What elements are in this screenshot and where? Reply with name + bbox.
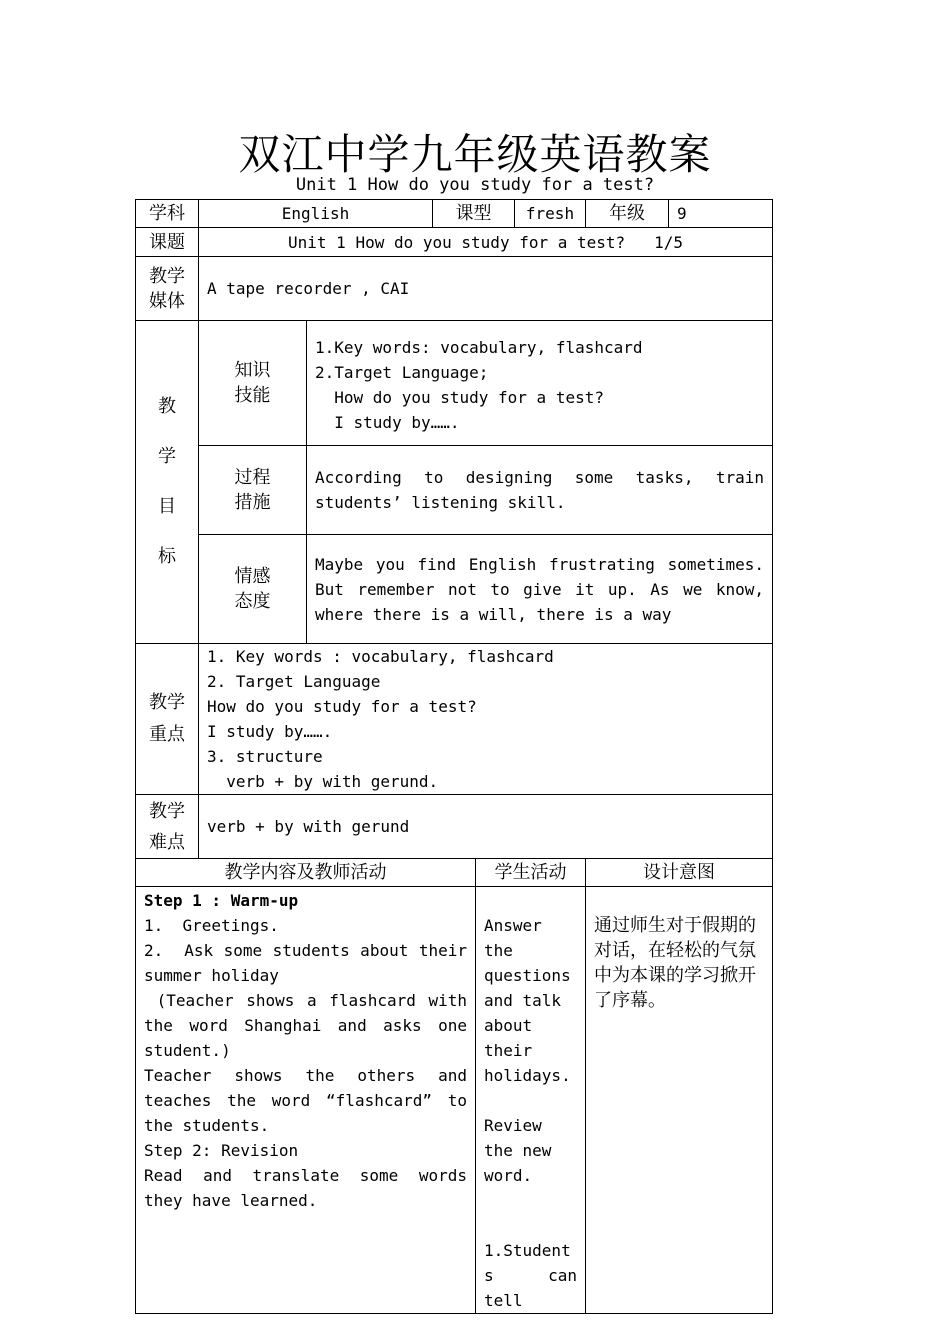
topic-value: Unit 1 How do you study for a test? 1/5: [199, 228, 773, 257]
activity-header-row: [136, 859, 773, 887]
key-points-content: 1. Key words : vocabulary, flashcard 2. Target Language How do you study for a test? I study by……. 3. structure verb + by with gerund.: [199, 644, 773, 795]
grade-value: 9: [669, 200, 773, 228]
step2-heading: Step 2: Revision: [144, 1141, 299, 1160]
header-row: [136, 200, 773, 228]
teacher-activity-content: Step 1 : Warm-up 1. Greetings. 2. Ask some students about their summer holiday (Teacher shows a flashcard with the word Shanghai and asks one student.) Teacher shows the others and teaches the word “flashcard” to the students. Step 2: Revision Read and translate some words they have learned.: [136, 887, 476, 1314]
process-content: According to designing some tasks, train students’ listening skill.: [307, 446, 773, 535]
key-points-label: 教学 重点: [136, 644, 199, 795]
objective-knowledge-row: [136, 321, 773, 446]
emotion-label: 情感 态度: [199, 535, 307, 644]
media-row: [136, 257, 773, 321]
objectives-label: 教 学 目 标: [136, 321, 199, 644]
lesson-plan-table: [135, 199, 773, 1314]
difficulties-label: 教学 难点: [136, 795, 199, 859]
subject-label: 学科: [136, 200, 199, 228]
step1-heading: Step 1 : Warm-up: [144, 891, 299, 910]
student-activity-content: Answer the questions and talk about their holidays. Review the new word. 1.Students can tell: [476, 887, 586, 1314]
document-subtitle: Unit 1 How do you study for a test?: [295, 175, 655, 195]
type-value: fresh: [515, 200, 586, 228]
teacher-activity-header: 教学内容及教师活动: [136, 859, 476, 887]
process-label: 过程 措施: [199, 446, 307, 535]
student-activity-header: 学生活动: [476, 859, 586, 887]
grade-label: 年级: [586, 200, 669, 228]
difficulties-value: verb + by with gerund: [199, 795, 773, 859]
topic-label: 课题: [136, 228, 199, 257]
type-label: 课型: [433, 200, 515, 228]
document-title: 双江中学九年级英语教案: [238, 130, 712, 179]
emotion-content: Maybe you find English frustrating sometimes. But remember not to give it up. As we know, where there is a will, there is a way: [307, 535, 773, 644]
objective-emotion-row: [136, 535, 773, 644]
objective-process-row: [136, 446, 773, 535]
knowledge-content: 1.Key words: vocabulary, flashcard 2.Target Language; How do you study for a test? I study by…….: [307, 321, 773, 446]
subject-value: English: [199, 200, 433, 228]
media-label: 教学 媒体: [136, 257, 199, 321]
activity-content-row: [136, 887, 773, 1314]
design-intent-header: 设计意图: [586, 859, 773, 887]
knowledge-label: 知识 技能: [199, 321, 307, 446]
difficulties-row: [136, 795, 773, 859]
key-points-row: [136, 644, 773, 795]
design-intent-content: 通过师生对于假期的对话，在轻松的气氛中为本课的学习掀开了序幕。: [586, 887, 773, 1314]
topic-row: [136, 228, 773, 257]
media-value: A tape recorder , CAI: [199, 257, 773, 321]
